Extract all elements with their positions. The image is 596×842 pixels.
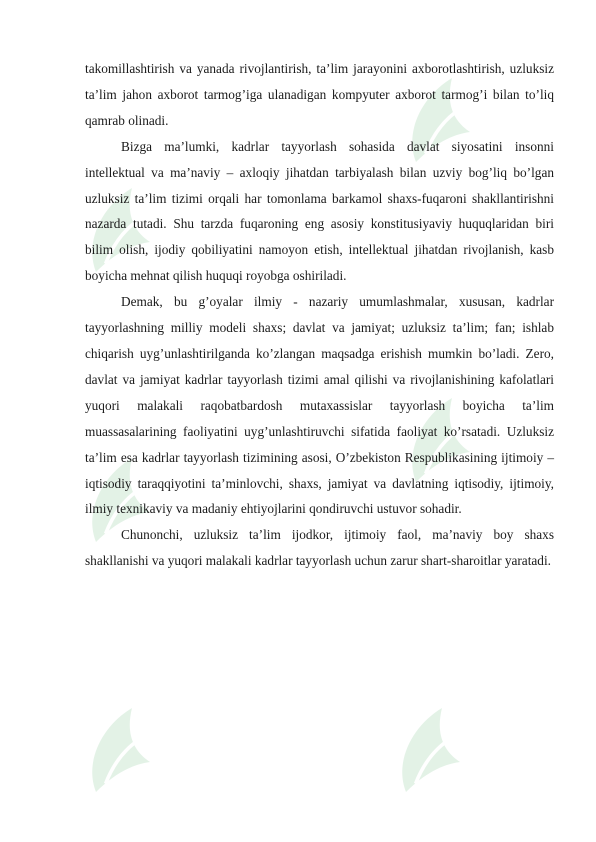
document-body xyxy=(85,56,554,574)
watermark-logo-icon xyxy=(370,690,490,810)
paragraph: Bizga ma’lumki, kadrlar tayyorlash sohasida davlat siyosatini insonni intellektual va ma’naviy – axloqiy jihatdan tarbiyalash bilan uzviy bog’liq bo’lgan uzluksiz ta’lim tizimi orqali har tomonlama barkamol shaxs-fuqaroni shakllantirishni nazarda tutadi. Shu tarzda fuqaroning eng asosiy konstitusiyaviy huquqlaridan biri bilim olish, ijodiy qobiliyatini namoyon etish, intellektual jihatdan rivojlanish, kasb boyicha mehnat qilish huquqi royobga oshiriladi. xyxy=(85,138,554,284)
paragraph: Chunonchi, uzluksiz ta’lim ijodkor, ijtimoiy faol, ma’naviy boy shaxs shakllanishi va yuqori malakali kadrlar tayyorlash uchun zarur shart-sharoitlar yaratadi. xyxy=(85,527,554,569)
paragraph: Demak, bu g’oyalar ilmiy - nazariy umumlashmalar, xususan, kadrlar tayyorlashning milliy modeli shaxs; davlat va jamiyat; uzluksiz ta’lim; fan; ishlab chiqarish uyg’unlashtirilganda ko’zlangan maqsadga erishish mumkin bo’ladi. Zero, davlat va jamiyat kadrlar tayyorlash tizimi amal qilishi va rivojlanishining kafolatlari yuqori malakali raqobatbardosh mutaxassislar tayyorlash boyicha ta’lim muassasalarining faoliyatini uyg’unlashtiruvchi sifatida faoliyat ko’rsatadi. Uzluksiz ta’lim esa kadrlar tayyorlash tizimining asosi, O’zbekiston Respublikasining ijtimoiy – iqtisodiy taraqqiyotini ta’minlovchi, shaxs, jamiyat va davlatning iqtisodiy, ijtimoiy, ilmiy texnikaviy va madaniy ehtiyojlarini qondiruvchi ustuvor sohadir. xyxy=(85,294,554,517)
paragraph: takomillashtirish va yanada rivojlantirish, ta’lim jarayonini axborotlashtirish, uzluksiz ta’lim jahon axborot tarmog’iga ulanadigan kompyuter axborot tarmog’i bilan to’liq qamrab olinadi. xyxy=(85,61,554,128)
watermark-logo-icon xyxy=(60,690,180,810)
